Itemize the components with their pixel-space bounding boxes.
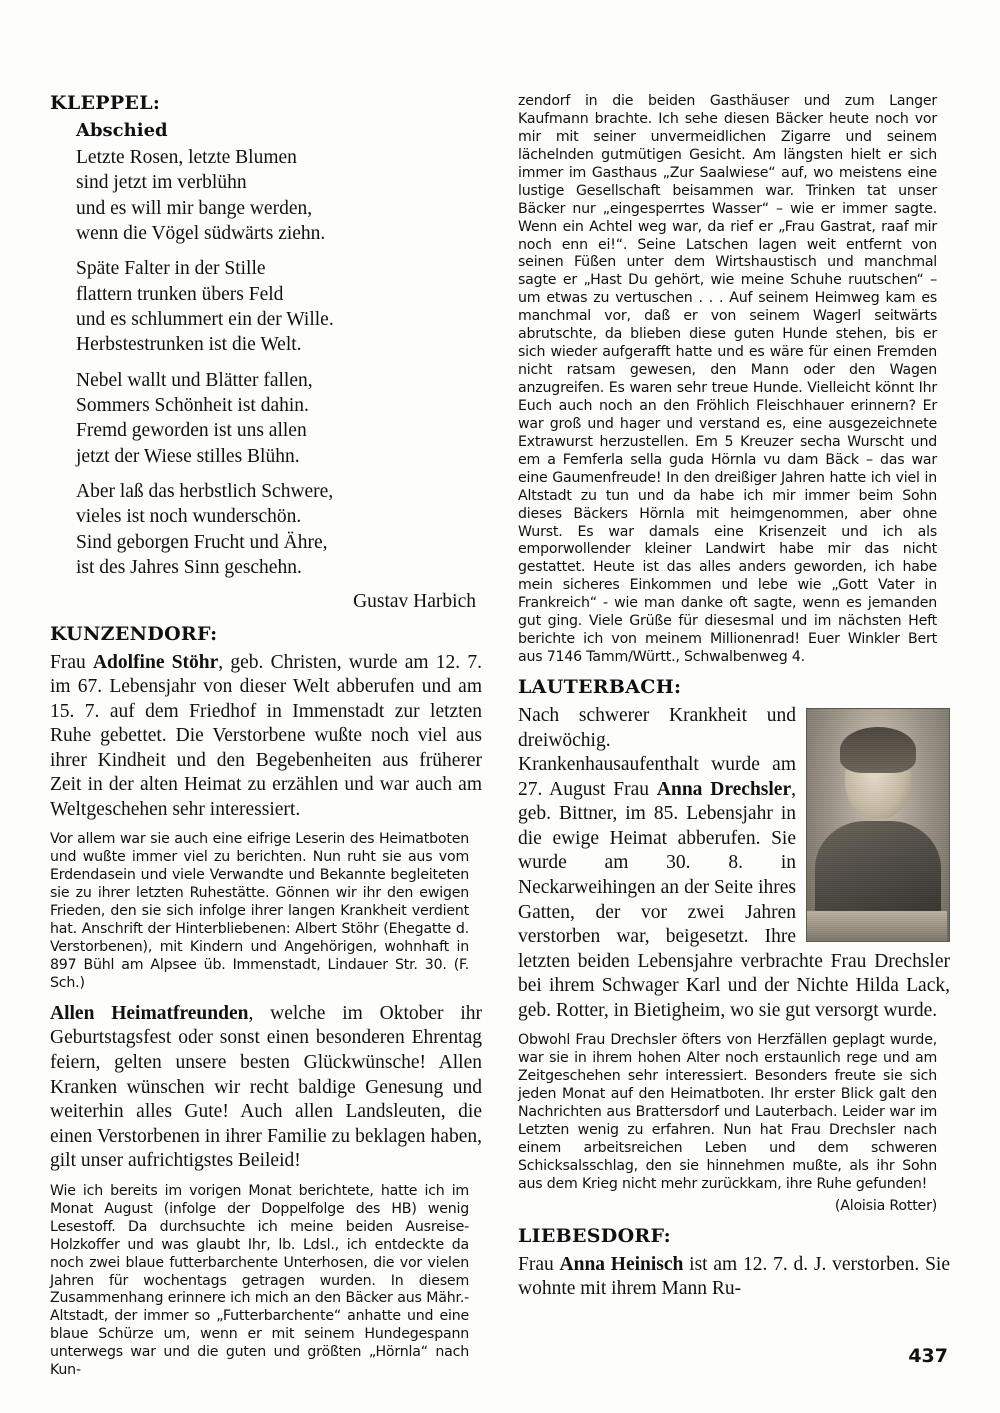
right-column bbox=[514, 92, 950, 1312]
poem-stanza-1: Letzte Rosen, letzte Blumen sind jetzt im verblühn und es will mir bange werden, wenn die Vögel südwärts ziehn. bbox=[76, 147, 326, 245]
poem-stanza-2: Späte Falter in der Stille flattern trunken übers Feld und es schlummert ein der Wille. Herbstestrunken ist die Welt. bbox=[76, 258, 334, 356]
lauterbach-article bbox=[518, 704, 950, 1031]
photo-grain-overlay bbox=[807, 709, 949, 941]
obituary-lauterbach-signature: (Aloisia Rotter) bbox=[834, 1196, 938, 1214]
greetings-heimatfreunde: Allen Heimatfreunden, welche im Oktober ihr Geburtstagsfest oder sonst einen besonderen Ehrentag feiern, gelten unsere besten Glückwünsche! Allen Kranken wünschen wir recht baldige Genesung und weiterhin alles Gute! Auch allen Landsleuten, die einen Verstorbenen in ihrer Familie zu beklagen haben, gilt unser aufrichtigstes Beileid! bbox=[50, 1002, 482, 1172]
section-heading-lauterbach: LAUTERBACH: bbox=[518, 676, 682, 698]
obituary-kunzendorf-details: Vor allem war sie auch eine eifrige Leserin des Heimatboten und wußte immer viel zu berichten. Nun ruht sie aus vom Erdendasein und viele Verwandte und Bekannte begleiteten sie zu ihrer letzten Ruhestätte. Gönnen wir ihr den ewigen Frieden, den sie sich infolge ihrer langen Krankheit verdient hat. Anschrift der Hinterbliebenen: Albert Stöhr (Ehegatte d. Verstorbenen), mit Kindern und Angehörigen, wohnhaft in 897 Bühl am Alpsee üb. Immenstadt, Lindauer Str. 30. (F. Sch.) bbox=[50, 830, 470, 991]
obituary-liebesdorf: Frau Anna Heinisch ist am 12. 7. d. J. verstorben. Sie wohnte mit ihrem Mann Ru- bbox=[518, 1253, 950, 1300]
page-number: 437 bbox=[908, 1345, 948, 1367]
poem-author: Gustav Harbich bbox=[353, 590, 476, 612]
obituary-lauterbach-details: Obwohl Frau Drechsler öfters von Herzfällen geplagt wurde, war sie in ihrem hohen Alter noch erstaunlich rege und am Zeitgeschehen sehr interessiert. Besonders freute sie sich jeden Monat auf den Heimatboten. Ihr erster Blick galt den Nachrichten aus Brattersdorf und Lauterbach. Leider war im Letzten wenig zu erfahren. Nun hat Frau Drechsler nach einem arbeitsreichen Leben und dem schweren Schicksalsschlag, den sie hinnehmen mußte, als ihr Sohn aus dem Krieg nicht mehr zurückkam, ihre Ruhe gefunden! bbox=[518, 1031, 938, 1192]
obituary-kunzendorf: Frau Adolfine Stöhr, geb. Christen, wurde am 12. 7. im 67. Lebensjahr von dieser Welt abberufen und am 15. 7. auf dem Friedhof in Immenstadt zur letzten Ruhe gebettet. Die Verstorbene wußte noch viel aus ihrer Kindheit und den Begebenheiten aus früherer Zeit in der alten Heimat zu erzählen und war auch am Weltgeschehen sehr interessiert. bbox=[50, 651, 482, 820]
section-heading-kleppel: KLEPPEL: bbox=[50, 92, 161, 114]
poem-title: Abschied bbox=[76, 120, 168, 141]
closing-note-left: Wie ich bereits im vorigen Monat berichtete, hatte ich im Monat August (infolge der Doppelfolge des HB) wenig Lesestoff. Da durchsuchte ich meine beiden Ausreise-Holzkoffer und was glaubt Ihr, lb. Ldsl., ich entdeckte da noch zwei blaue futterbarchente Unterhosen, die vor vielen Jahren für wochentags getragen wurden. In diesem Zusammenhang erinnere ich mich an den Bäcker aus Mähr.-Altstadt, der immer so „Futterbarchente“ anhatte und eine blaue Schürze um, wenn er mit seinem Hundegespann unterwegs war und die guten und größten „Hörnla“ nach Kun- bbox=[50, 1181, 470, 1379]
article-continuation: zendorf in die beiden Gasthäuser und zum Langer Kaufmann brachte. Ich sehe diesen Bäcker heute noch vor mir mit seiner unvermeidlichen Zigarre und seinem lächelnden gutmütigen Gesicht. Am längsten hielt er sich immer im Gasthaus „Zur Saalwiese“ auf, wo meistens eine lustige Gesellschaft beisammen war. Trinken tat unser Bäcker nur „eingesperrtes Wasser“ – wie er immer sagte. Wenn ein Achtel weg war, da rief er „Frau Gastrat, raaf mir noch enn ei!“. Seine Latschen lagen weit entfernt von seinen Füßen unter dem Wirtshaustisch und manchmal sagte er „Hast Du gehört, wie meine Schuhe ruutschen“ – um etwas zu vertuschen . . . Auf seinem Heimweg kam es manchmal vor, daß er von seinem Wagerl seitwärts abrutschte, da blieben diese guten Hunde stehen, bis er sich wieder aufgerafft hatte und es wäre für einen Fremden nicht ratsam gewesen, den Mann oder den Wagen anzugreifen. Es waren sehr treue Hunde. Vielleicht könnt Ihr Euch auch noch an den Fröhlich Fleischhauer erinnern? Er war groß und hager und verstand es, eine ausgezeichnete Extrawurst herzustellen. Em 5 Kreuzer secha Wurscht und em a Femferla sella guda Hörnla vu dam Bäck – das war eine Gaumenfreude! In den dreißiger Jahren hatte ich viel in Altstadt zu tun und da habe ich mir immer beim Sohn dieses Bäckers Hörnla mit heimgenommen, aber ohne Wurst. Es war damals eine Krisenzeit und ich als emporwollender kleiner Landwirt habe mir das nicht gestattet. Heute ist das alles anders geworden, ich habe mein sicheres Einkommen und lebe wie „Gott Vater in Frankreich“ - wie man danke oft sagte, wenn es jemanden gut ging. Viele Grüße für diesesmal und im nächsten Heft berichte ich von meinem Millionenrad! Euer Winkler Bert aus 7146 Tamm/Württ., Schwalbenweg 4. bbox=[518, 92, 938, 666]
portrait-photo bbox=[806, 708, 950, 942]
section-heading-liebesdorf: LIEBESDORF: bbox=[518, 1224, 671, 1247]
poem-stanza-3: Nebel wallt und Blätter fallen, Sommers Schönheit ist dahin. Fremd geworden ist uns allen jetzt der Wiese stilles Blühn. bbox=[76, 369, 313, 467]
section-heading-kunzendorf: KUNZENDORF: bbox=[50, 622, 218, 645]
obituary-lauterbach: Nach schwerer Krankheit und dreiwöchig. Krankenhausaufenthalt wurde am 27. August Frau Anna Drechsler, geb. Bittner, im 85. Lebensjahr in die ewige Heimat abberufen. Sie wurde am 30. 8. in Neckarweihingen an der Seite ihres Gatten, der vor zwei Jahren verstorben war, beigesetzt. Ihre letzten beiden Lebensjahre verbrachte Frau Drechsler bei ihrem Schwager Karl und der Nichte Hilda Lack, geb. Rotter, in Bietigheim, wo sie gut versorgt wurde. bbox=[518, 705, 950, 1021]
left-column bbox=[50, 92, 486, 1379]
poem-stanza-4: Aber laß das herbstlich Schwere, vieles ist noch wunderschön. Sind geborgen Frucht und Ähre, ist des Jahres Sinn geschehn. bbox=[76, 481, 334, 579]
